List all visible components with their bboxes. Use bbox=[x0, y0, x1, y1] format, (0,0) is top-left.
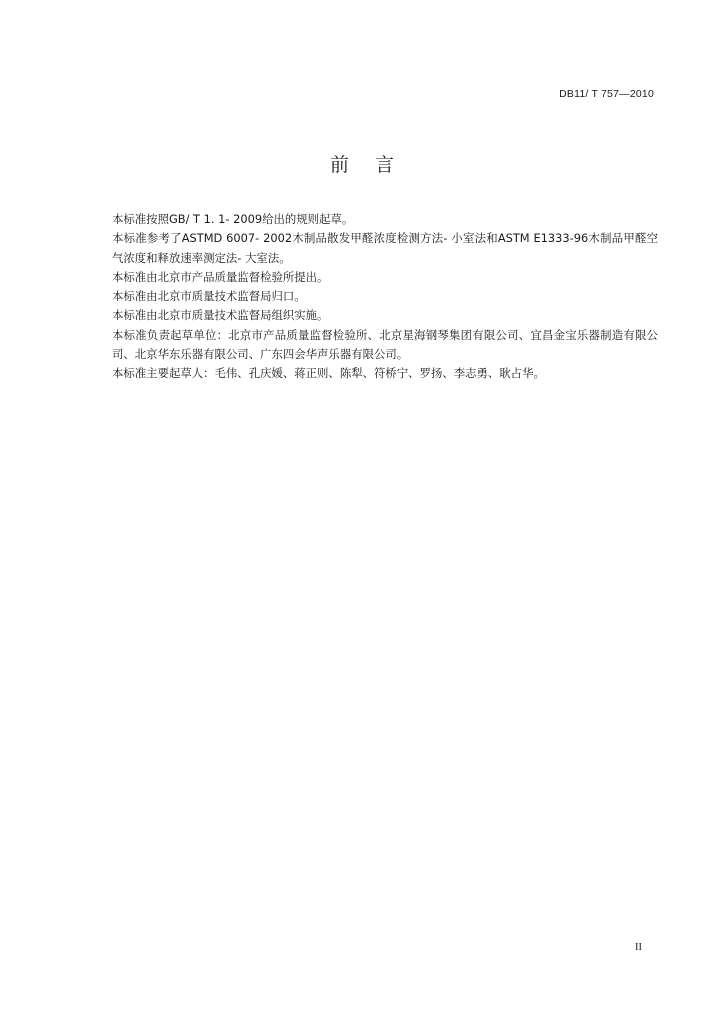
document-code: DB11/ T 757—2010 bbox=[559, 88, 654, 100]
paragraph-centralized-by: 本标准由北京市质量技术监督局归口。 bbox=[112, 289, 306, 304]
page-title: 前言 bbox=[329, 154, 420, 176]
paragraph-drafting-units: 本标准负责起草单位：北京市产品质量监督检验所、北京星海钢琴集团有限公司、宜昌金宝乐器制造有限公司、北京华东乐器有限公司、广东四会华声乐器有限公司。 bbox=[112, 327, 658, 362]
paragraph-drafting-rule: 本标准按照GB/ T 1. 1- 2009给出的规则起草。 bbox=[112, 212, 354, 226]
foreword-body bbox=[112, 210, 658, 384]
paragraph-implemented-by: 本标准由北京市质量技术监督局组织实施。 bbox=[112, 308, 329, 323]
paragraph-reference-standards: 本标准参考了ASTMD 6007- 2002木制品散发甲醛浓度检测方法- 小室法和ASTM E1333-96木制品甲醛空气浓度和释放速率测定法- 大室法。 bbox=[112, 231, 658, 265]
paragraph-proposed-by: 本标准由北京市产品质量监督检验所提出。 bbox=[112, 269, 329, 284]
page-number: II bbox=[635, 942, 642, 953]
paragraph-drafters: 本标准主要起草人：毛伟、孔庆媛、蒋正则、陈犁、符桥宁、罗扬、李志勇、耿占华。 bbox=[112, 366, 545, 381]
